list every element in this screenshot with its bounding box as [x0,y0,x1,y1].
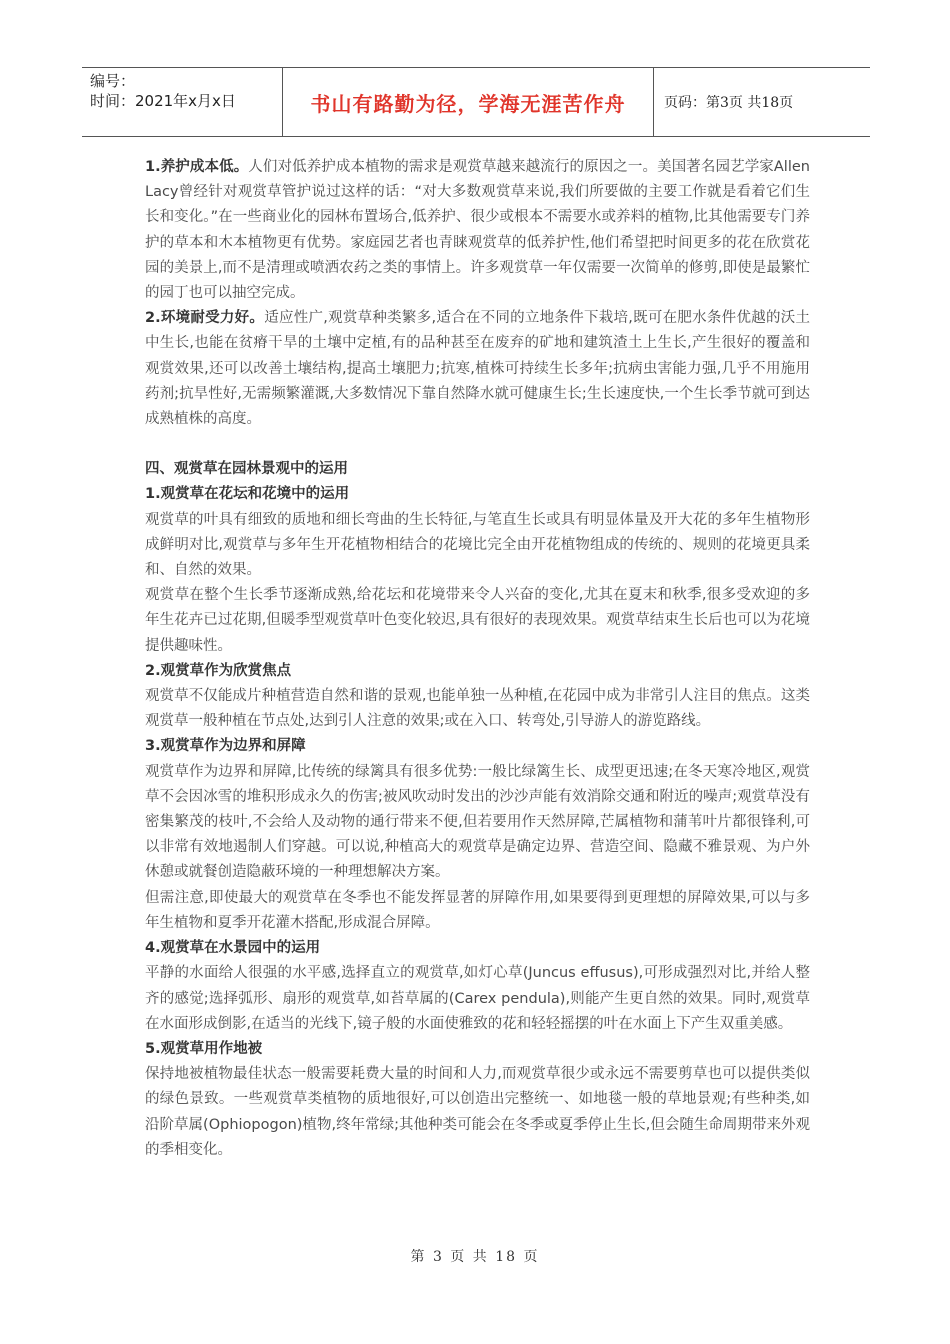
paragraph [145,155,810,306]
page-header [82,67,870,137]
bold-lead: 2.观赏草作为欣赏焦点 [145,662,292,679]
paragraph [145,1062,810,1163]
paragraph-text: 观赏草作为边界和屏障,比传统的绿篱具有很多优势:一般比绿篱生长、成型更迅速;在冬天寒冷地区,观赏草不会因冰雪的堆积形成永久的伤害;被风吹动时发出的沙沙声能有效消除交通和附近的噪声;观赏草没有密集繁茂的枝叶,不会给人及动物的通行带来不便,但若要用作天然屏障,芒属植物和蒲苇叶片都很锋利,可以非常有效地遏制人们穿越。可以说,种植高大的观赏草是确定边界、营造空间、隐藏不雅景观、为户外休憩或就餐创造隐蔽环境的一种理想解决方案。 [145,763,810,881]
bold-lead: 5.观赏草用作地被 [145,1040,263,1057]
paragraph-text: 人们对低养护成本植物的需求是观赏草越来越流行的原因之一。美国著名园艺学家Allen Lacy曾经针对观赏草管护说过这样的话：“对大多数观赏草来说,我们所要做的主要工作就是看着它们生长和变化。”在一些商业化的园林布置场合,低养护、很少或根本不需要水或养料的植物,比其他需要专门养护的草本和木本植物更有优势。家庭园艺者也青睐观赏草的低养护性,他们希望把时间更多的花在欣赏花园的美景上,而不是清理或喷洒农药之类的事情上。许多观赏草一年仅需要一次简单的修剪,即使是最繁忙的园丁也可以抽空完成。 [145,159,810,302]
section-heading [145,734,810,759]
bold-lead: 4.观赏草在水景园中的运用 [145,940,321,957]
header-page-info: 页码：第3页 共18页 [664,95,794,111]
header-motto: 书山有路勤为径，学海无涯苦作舟 [282,68,654,136]
bold-lead: 1.养护成本低。 [145,159,249,175]
paragraph-text: 观赏草在整个生长季节逐渐成熟,给花坛和花境带来令人兴奋的变化,尤其在夏末和秋季,很多受欢迎的多年生花卉已过花期,但暖季型观赏草叶色变化较迟,具有很好的表现效果。观赏草结束生长后也可以为花境提供趣味性。 [145,587,810,654]
bold-lead: 3.观赏草作为边界和屏障 [145,738,306,755]
paragraph [145,760,810,886]
section-heading [145,936,810,961]
section-heading [145,457,810,482]
section-heading [145,482,810,507]
paragraph-text: 观赏草的叶具有细致的质地和细长弯曲的生长特征,与笔直生长或具有明显体量及开大花的多年生植物形成鲜明对比,观赏草与多年生开花植物相结合的花境比完全由开花植物组成的传统的、规则的花境更具柔和、自然的效果。 [145,511,810,579]
doc-time-label: 时间：2021年x月x日 [90,92,236,110]
bold-lead: 四、观赏草在园林景观中的运用 [145,461,348,478]
paragraph [145,961,810,1037]
paragraph [145,508,810,584]
header-meta [82,68,282,136]
paragraph-text: 适应性广,观赏草种类繁多,适合在不同的立地条件下栽培,既可在肥水条件优越的沃土中生长,也能在贫瘠干旱的土壤中定植,有的品种甚至在废弃的矿地和建筑渣土上生长,产生很好的覆盖和观赏效果,还可以改善土壤结构,提高土壤肥力;抗寒,植株可持续生长多年;抗病虫害能力强,几乎不用施用药剂;抗旱性好,无需频繁灌溉,大多数情况下靠自然降水就可健康生长;生长速度快,一个生长季节就可到达成熟植株的高度。 [145,310,810,428]
paragraph-text: 保持地被植物最佳状态一般需要耗费大量的时间和人力,而观赏草很少或永远不需要剪草也可以提供类似的绿色景致。一些观赏草类植物的质地很好,可以创造出完整统一、如地毯一般的草地景观;有些种类,如沿阶草属(Ophiopogon)植物,终年常绿;其他种类可能会在冬季或夏季停止生长,但会随生命周期带来外观的季相变化。 [145,1066,810,1158]
bold-lead: 1.观赏草在花坛和花境中的运用 [145,486,350,503]
section-heading [145,659,810,684]
section-heading [145,1037,810,1062]
paragraph [145,583,810,659]
page-footer: 第 3 页 共 18 页 [410,1249,540,1265]
bold-lead: 2.环境耐受力好。 [145,310,265,327]
paragraph [145,684,810,734]
paragraph [145,306,810,432]
doc-code-label: 编号： [90,72,136,90]
paragraph-text: 平静的水面给人很强的水平感,选择直立的观赏草,如灯心草(Juncus effusus),可形成强烈对比,并给人整齐的感觉;选择弧形、扇形的观赏草,如苔草属的(Carex pendula),则能产生更自然的效果。同时,观赏草在水面形成倒影,在适当的光线下,镜子般的水面使雅致的花和轻轻摇摆的叶在水面上下产生双重美感。 [145,965,810,1032]
paragraph-text: 观赏草不仅能成片种植营造自然和谐的景观,也能单独一丛种植,在花园中成为非常引人注目的焦点。这类观赏草一般种植在节点处,达到引人注意的效果;或在入口、转弯处,引导游人的游览路线。 [145,688,810,730]
document-body [145,155,810,1163]
paragraph-gap [145,432,810,457]
paragraph-text: 但需注意,即使最大的观赏草在冬季也不能发挥显著的屏障作用,如果要得到更理想的屏障效果,可以与多年生植物和夏季开花灌木搭配,形成混合屏障。 [145,889,810,931]
paragraph [145,886,810,936]
